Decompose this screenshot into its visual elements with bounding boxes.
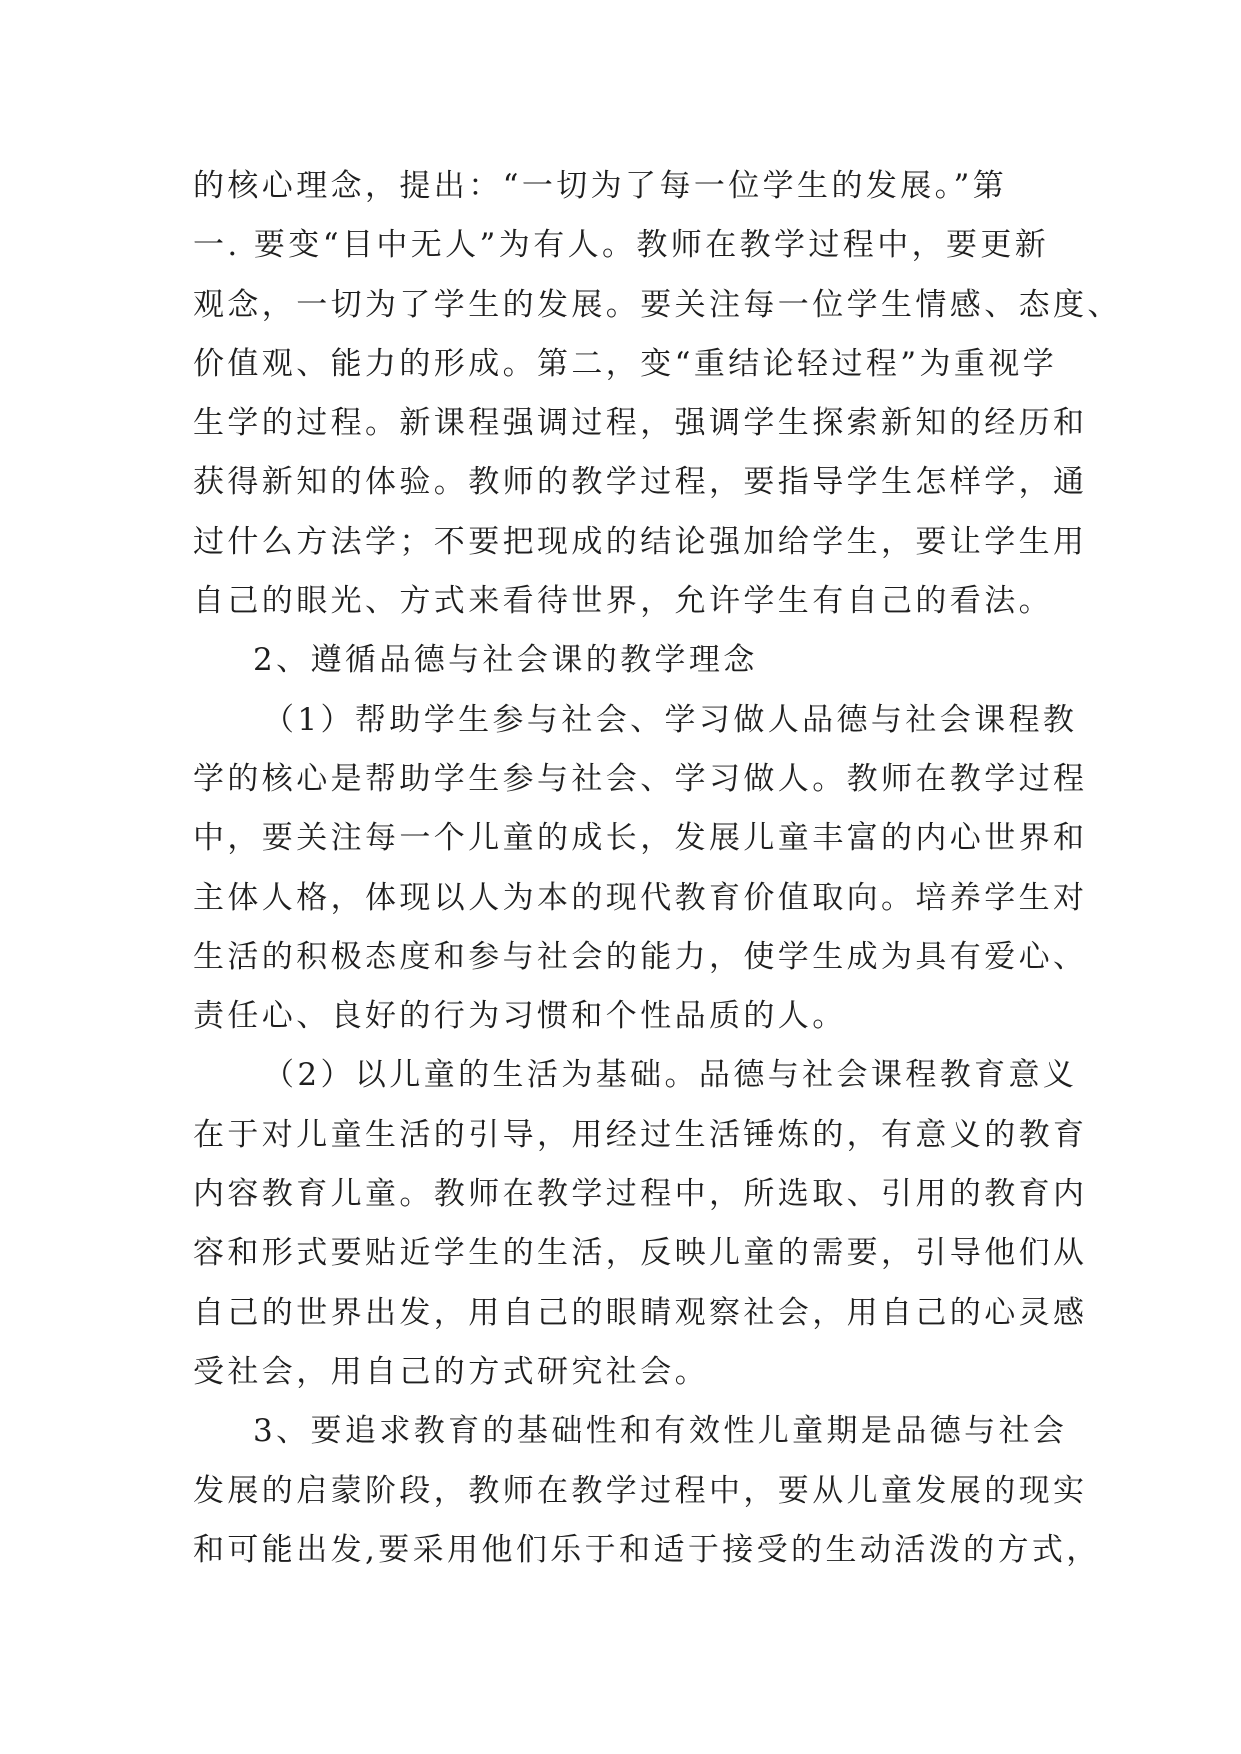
text-line: 中，要关注每一个儿童的成长，发展儿童丰富的内心世界和	[193, 820, 1088, 857]
document-body	[193, 157, 1122, 1580]
text-line: 过什么方法学；不要把现成的结论强加给学生，要让学生用	[193, 523, 1088, 560]
text-line: 发展的启蒙阶段，教师在教学过程中，要从儿童发展的现实	[193, 1472, 1088, 1509]
text-line: 学的核心是帮助学生参与社会、学习做人。教师在教学过程	[193, 760, 1088, 797]
text-line: 获得新知的体验。教师的教学过程，要指导学生怎样学，通	[193, 464, 1088, 501]
heading-line: 2、遵循品德与社会课的教学理念	[253, 642, 758, 679]
paragraph-item-1	[193, 691, 1088, 1047]
text-line: 观念，一切为了学生的发展。要关注每一位学生情感、态度、	[193, 286, 1122, 323]
text-line: 价值观、能力的形成。第二，变“重结论轻过程”为重视学	[193, 345, 1058, 382]
paragraph-core-concept	[193, 157, 1122, 631]
text-line: 和可能出发,要采用他们乐于和适于接受的生动活泼的方式，	[193, 1531, 1101, 1568]
text-line: 主体人格，体现以人为本的现代教育价值取向。培养学生对	[193, 879, 1088, 916]
text-line: 的核心理念，提出：“一切为了每一位学生的发展。”第	[193, 168, 1008, 204]
text-line: 责任心、良好的行为习惯和个性品质的人。	[193, 998, 847, 1035]
paragraph-section-3	[193, 1402, 1101, 1580]
text-line: 容和形式要贴近学生的生活，反映儿童的需要，引导他们从	[193, 1235, 1088, 1272]
text-line: 内容教育儿童。教师在教学过程中，所选取、引用的教育内	[193, 1176, 1088, 1213]
text-line: 自己的世界出发，用自己的眼睛观察社会，用自己的心灵感	[193, 1294, 1088, 1331]
text-line: 生学的过程。新课程强调过程，强调学生探索新知的经历和	[193, 405, 1088, 442]
text-line: 受社会，用自己的方式研究社会。	[193, 1353, 709, 1390]
text-line: 生活的积极态度和参与社会的能力，使学生成为具有爱心、	[193, 938, 1088, 975]
text-line: 3、要追求教育的基础性和有效性儿童期是品德与社会	[253, 1413, 1068, 1450]
text-line: 在于对儿童生活的引导，用经过生活锤炼的，有意义的教育	[193, 1116, 1088, 1153]
text-line: （2）以儿童的生活为基础。品德与社会课程教育意义	[263, 1057, 1078, 1094]
section-heading-2	[193, 631, 1053, 690]
text-line: （1）帮助学生参与社会、学习做人品德与社会课程教	[263, 701, 1078, 738]
paragraph-item-2	[193, 1046, 1088, 1402]
text-line: 自己的眼光、方式来看待世界，允许学生有自己的看法。	[193, 583, 1053, 620]
text-line: 一. 要变“目中无人”为有人。教师在教学过程中，要更新	[193, 227, 1050, 264]
